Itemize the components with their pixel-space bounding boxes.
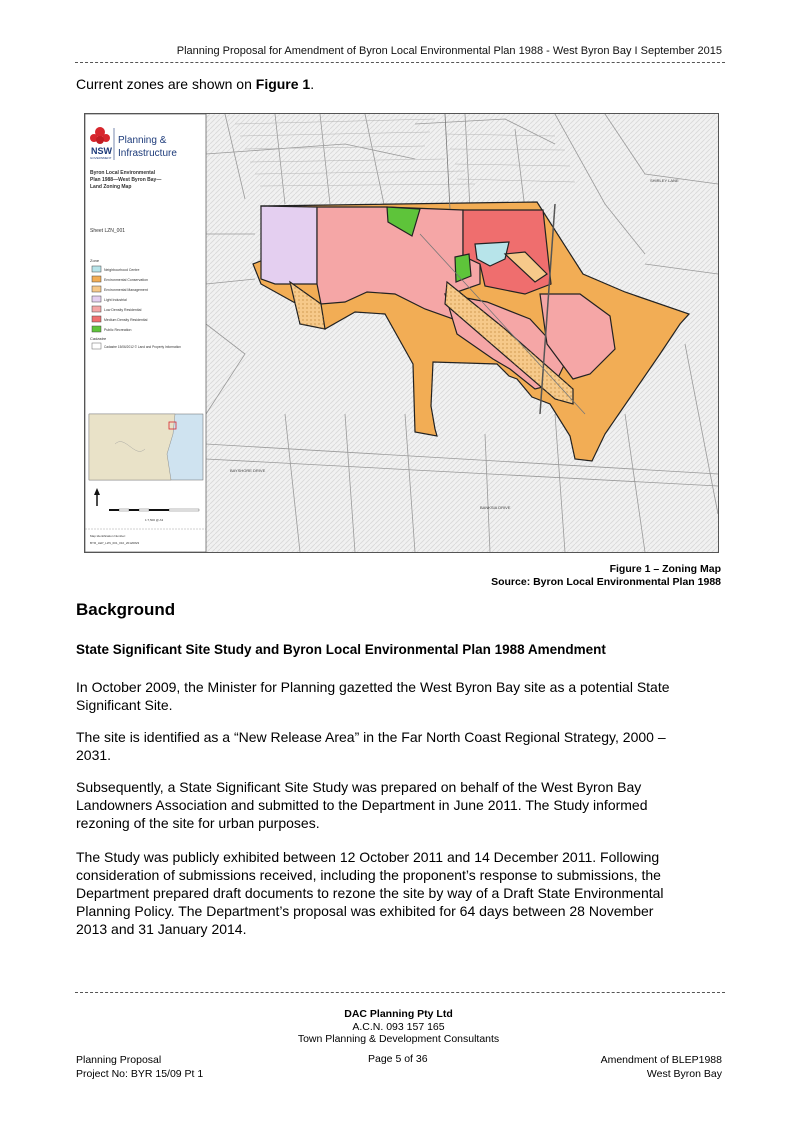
footer-project-number: Project No: BYR 15/09 Pt 1 (76, 1068, 204, 1080)
scale-label: 1:7,500 @ A3 (145, 518, 164, 522)
legend-panel (85, 114, 206, 552)
legend-label-e2: Environmental Conservation (104, 278, 148, 282)
map-title-line: Byron Local Environmental (90, 170, 156, 176)
intro-sentence (76, 76, 314, 92)
legend-label-in2: Light Industrial (104, 298, 127, 302)
legend-swatch-cadastre (92, 343, 101, 349)
paragraph-line: Landowners Association and submitted to the Department in June 2011. The Study informed (76, 797, 648, 813)
paragraph-2 (76, 728, 726, 764)
footer-tagline: Town Planning & Development Consultants (297, 1033, 500, 1045)
footer-company: DAC Planning Pty Ltd (344, 1008, 453, 1020)
footer-divider (75, 992, 725, 993)
legend-swatch-e3 (92, 286, 101, 292)
intro-prefix: Current zones are shown on (76, 76, 256, 92)
running-header: Planning Proposal for Amendment of Byron Local Environmental Plan 1988 - West Byron Bay I September 2015 (176, 45, 722, 57)
logo-nsw: NSW (91, 146, 112, 156)
road-label: BANKSIA DRIVE (480, 505, 511, 510)
legend-label-b1: Neighbourhood Centre (104, 268, 140, 272)
paragraph-1 (76, 678, 726, 714)
paragraph-3 (76, 778, 726, 832)
legend-swatch-r2 (92, 306, 101, 312)
paragraph-line: Subsequently, a State Significant Site Study was prepared on behalf of the West Byron Bay (76, 779, 642, 795)
figure-caption-source: Source: Byron Local Environmental Plan 1988 (491, 576, 721, 588)
header-divider (75, 62, 725, 63)
map-id: BYR_LEP_LZN_001_010_20120823 (90, 541, 140, 545)
section-heading-background: Background (76, 600, 176, 619)
cadastre-heading: Cadastre (90, 336, 107, 341)
figure-caption-title: Figure 1 – Zoning Map (609, 563, 721, 575)
map-title-line: Plan 1988—West Byron Bay— (90, 177, 162, 183)
road-label: BAYSHORE DRIVE (230, 468, 266, 473)
paragraph-line: In October 2009, the Minister for Planning gazetted the West Byron Bay site as a potential State (76, 679, 670, 695)
legend-swatch-re1 (92, 326, 101, 332)
legend-heading: Zone (90, 258, 100, 263)
logo-government: GOVERNMENT (90, 156, 112, 160)
legend-label-e3: Environmental Management (104, 288, 148, 292)
map-id-label: Map Identification Number: (90, 534, 126, 538)
map-title-line: Land Zoning Map (90, 184, 132, 190)
locator-map (89, 414, 203, 480)
paragraph-line: consideration of submissions received, including the proponent’s response to submissions, the (76, 867, 661, 883)
cadastre-label: Cadastre 15/06/2012 © Land and Property Information (104, 345, 181, 349)
legend-swatch-e2 (92, 276, 101, 282)
paragraph-line: The Study was publicly exhibited between 12 October 2011 and 14 December 2011. Following (76, 849, 660, 865)
intro-suffix: . (310, 76, 315, 92)
footer-location: West Byron Bay (646, 1068, 722, 1080)
paragraph-line: Planning Policy. The Department’s proposal was exhibited for 64 days between 28 November (76, 903, 654, 919)
zone-in2 (261, 206, 317, 284)
paragraph-line: Department prepared draft documents to rezone the site by way of a Draft State Environmental (76, 885, 664, 901)
paragraph-line: 2031. (76, 747, 112, 763)
sheet-number: Sheet LZN_001 (90, 228, 126, 234)
road-label: SHIRLEY LANE (650, 178, 679, 183)
footer-doc-type: Planning Proposal (76, 1054, 162, 1066)
footer-acn: A.C.N. 093 157 165 (352, 1021, 445, 1033)
footer-amendment: Amendment of BLEP1988 (600, 1054, 722, 1066)
legend-label-r3: Medium Density Residential (104, 318, 148, 322)
paragraph-line: Significant Site. (76, 697, 173, 713)
legend-swatch-r3 (92, 316, 101, 322)
paragraph-line: 2013 and 31 January 2014. (76, 921, 247, 937)
paragraph-line: The site is identified as a “New Release Area” in the Far North Coast Regional Strategy, 2000 – (76, 729, 666, 745)
paragraph-line: rezoning of the site for urban purposes. (76, 815, 320, 831)
paragraph-4 (76, 848, 726, 938)
legend-label-r2: Low Density Residential (104, 308, 142, 312)
zoning-map-figure (84, 113, 719, 553)
logo-infrastructure: Infrastructure (118, 148, 177, 159)
footer-right-block (601, 1053, 722, 1081)
footer-page-number: Page 5 of 36 (368, 1053, 428, 1065)
logo-planning: Planning & (118, 135, 167, 146)
legend-swatch-b1 (92, 266, 101, 272)
scale-bar (109, 509, 199, 511)
legend-label-re1: Public Recreation (104, 328, 132, 332)
figure-reference: Figure 1 (255, 76, 311, 92)
subsection-heading: State Significant Site Study and Byron Local Environmental Plan 1988 Amendment (76, 642, 606, 657)
legend-swatch-in2 (92, 296, 101, 302)
footer-left-block (76, 1053, 203, 1081)
